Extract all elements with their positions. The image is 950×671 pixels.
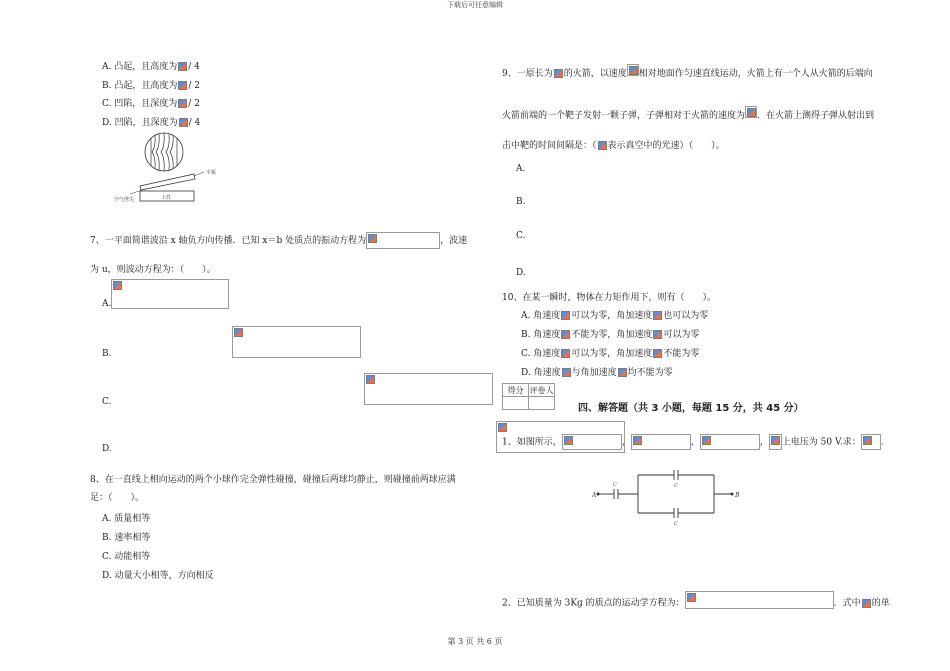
score-header: 得分 (503, 384, 529, 397)
q9-line1-c: 相对地面作匀速直线运动，火箭上有一个人从火箭的后端向 (638, 69, 873, 79)
q8-option-c: C. 动能相等 (102, 552, 151, 562)
a1-formula-image-5 (861, 434, 881, 450)
image-placeholder-icon (113, 281, 122, 290)
formula-image-icon (653, 311, 662, 320)
c1-label: C (613, 482, 617, 488)
formula-image-icon (561, 311, 570, 320)
q10-title: 10、在某一瞬时，物体在力矩作用下，则有（ ）。 (502, 293, 716, 303)
q6-option-d (102, 115, 200, 128)
image-placeholder-icon (234, 328, 243, 337)
q10-a-part1: A. 角速度 (521, 311, 561, 321)
air-wedge-figure (114, 132, 224, 208)
q7-option-d-label: D. (102, 444, 112, 454)
q7-option-b-image (232, 326, 361, 358)
formula-image-icon (618, 368, 627, 377)
q6-option-a-text: A. 凸起，且高度为 (102, 62, 178, 72)
a2-pre: 2、已知质量为 3Kg 的质点的运动学方程为： (502, 598, 685, 609)
q9-line2 (502, 108, 874, 122)
image-placeholder-icon (747, 108, 756, 117)
q6-option-b-text: B. 凸起，且高度为 (102, 81, 178, 91)
a1-end: . (880, 437, 884, 448)
q10-c-part2: 可以为零，角加速度 (571, 349, 653, 359)
reviewer-cell (529, 397, 555, 410)
q9-line3 (502, 138, 725, 151)
header-note: 下载后可任意编辑 (447, 1, 503, 9)
c3-label: C (674, 521, 678, 526)
q9-line2-a: 火箭前端的一个靶子发射一颗子弹，子弹相对于火箭的速度为 (502, 111, 746, 121)
q9-line2-b: ．在火箭上测得子弹从射出到 (757, 111, 875, 121)
formula-image-icon (178, 81, 187, 90)
q7-option-b-label: B. (102, 349, 112, 359)
q8-option-d: D. 动量大小相等，方向相反 (102, 571, 214, 581)
q8-line2: 足：（ ）。 (90, 493, 145, 503)
c2-label: C (674, 483, 678, 489)
q7-line2: 为 u，则波动方程为：（ ）。 (90, 265, 216, 275)
air-wedge-label: 空气劈尖 (114, 197, 135, 203)
image-placeholder-icon (687, 593, 696, 602)
formula-image (627, 64, 639, 76)
node-a-label: A (592, 492, 597, 499)
node-b-label: B (735, 492, 740, 499)
q9-line1 (502, 66, 873, 80)
q6-option-c-tail: / 2 (188, 99, 200, 109)
reviewer-header: 评卷人 (529, 385, 554, 395)
formula-image-icon (653, 330, 662, 339)
q8-option-a: A. 质量相等 (102, 514, 151, 524)
q10-c-part1: C. 角速度 (521, 349, 561, 359)
a2-equation-image (685, 591, 834, 609)
q10-b-part3: 可以为零 (663, 330, 700, 340)
a1-pre: 1、如图所示， (502, 437, 562, 448)
a2-end: 的单 (871, 598, 890, 609)
page-footer: 第 3 页 共 6 页 (447, 637, 503, 646)
a2-post: ．式中 (833, 598, 861, 609)
formula-image-icon (554, 69, 563, 78)
q9-line1-a: 9、一原长为 (502, 69, 553, 79)
formula-image-icon (562, 368, 571, 377)
q8-option-b: B. 速率相等 (102, 533, 151, 543)
q10-b-part2: 不能为零，角加速度 (571, 330, 653, 340)
q8-line1: 8、在一直线上相向运动的两个小球作完全弹性碰撞，碰撞后两球均静止，则碰撞前两球应满 (90, 475, 456, 485)
a1-line: 1、如图所示， ， ， ， 上电压为 50 V.求： . (502, 434, 884, 450)
q7-option-c-image (364, 373, 493, 405)
q9-line3-a: 击中靶的时间间隔是：（ (502, 141, 597, 151)
a2-line (502, 594, 890, 612)
q7-option-a-label: A. (102, 299, 112, 309)
q10-d-part3: 均不能为零 (627, 368, 673, 378)
image-placeholder-icon (368, 234, 377, 243)
q7-option-c-label: C. (102, 397, 112, 407)
q10-a-part3: 也可以为零 (663, 311, 709, 321)
q7-line1-text: 7、一平面简谐波沿 x 轴负方向传播．已知 x＝b 处质点的振动方程为 (90, 236, 367, 246)
q6-option-a-tail: / 4 (188, 62, 200, 72)
capacitor-circuit-diagram (592, 466, 742, 526)
q9-option-c-label: C. (516, 231, 526, 241)
q10-d-part2: 与角加速度 (571, 368, 617, 378)
q6-option-b (102, 78, 200, 91)
section-title: 四、解答题（共 3 小题，每题 15 分，共 45 分） (578, 403, 804, 414)
q10-a-part2: 可以为零，角加速度 (571, 311, 653, 321)
q9-option-d-label: D. (516, 268, 526, 278)
formula-image-icon (178, 62, 187, 71)
image-placeholder-icon (863, 436, 872, 445)
q6-option-c (102, 96, 200, 109)
workpiece-label: 工件 (161, 195, 172, 201)
image-placeholder-icon (702, 436, 711, 445)
q10-option-d (521, 365, 673, 378)
q7-line1-tail: ，波速 (440, 236, 468, 246)
q7-equation-image (366, 232, 440, 249)
a1-formula-image-2 (631, 434, 691, 450)
a1-formula-image-4 (769, 434, 782, 450)
q6-option-b-tail: / 2 (188, 81, 200, 91)
q10-b-part1: B. 角速度 (521, 330, 561, 340)
q9-option-b-label: B. (516, 197, 526, 207)
image-placeholder-icon (629, 66, 638, 75)
q10-option-a (521, 308, 708, 321)
formula-image (745, 106, 757, 118)
image-placeholder-icon (633, 436, 642, 445)
q10-c-part3: 不能为零 (663, 349, 700, 359)
image-placeholder-icon (366, 375, 375, 384)
q7-option-a-image (111, 279, 229, 309)
formula-image-icon (598, 141, 607, 150)
formula-image-icon (862, 599, 871, 608)
q6-option-a (102, 59, 200, 72)
q10-option-c (521, 346, 699, 359)
q9-line1-b: 的火箭，以速度 (563, 69, 627, 79)
image-placeholder-icon (771, 436, 780, 445)
a1-formula-image-1 (562, 434, 622, 450)
q10-d-part1: D. 角速度 (521, 368, 561, 378)
score-table (502, 383, 555, 410)
q9-line3-b: 表示真空中的光速）（ ）。 (607, 141, 725, 151)
formula-image-icon (653, 349, 662, 358)
q7-line1 (90, 232, 467, 249)
q6-option-d-text: D. 凹陷，且深度为 (102, 118, 178, 128)
q6-option-c-text: C. 凹陷，且深度为 (102, 99, 178, 109)
score-cell (503, 397, 529, 410)
formula-image-icon (178, 99, 187, 108)
formula-image-icon (561, 349, 570, 358)
q9-option-a-label: A. (516, 164, 526, 174)
image-placeholder-icon (564, 436, 573, 445)
plate-label: 平板 (206, 170, 217, 176)
formula-image-icon (179, 118, 188, 127)
q6-option-d-tail: / 4 (188, 118, 201, 128)
q10-option-b (521, 327, 699, 340)
a1-formula-image-3 (700, 434, 760, 450)
image-placeholder-icon (498, 423, 507, 432)
formula-image-icon (561, 330, 570, 339)
a1-mid: 上电压为 50 V.求： (781, 437, 861, 448)
